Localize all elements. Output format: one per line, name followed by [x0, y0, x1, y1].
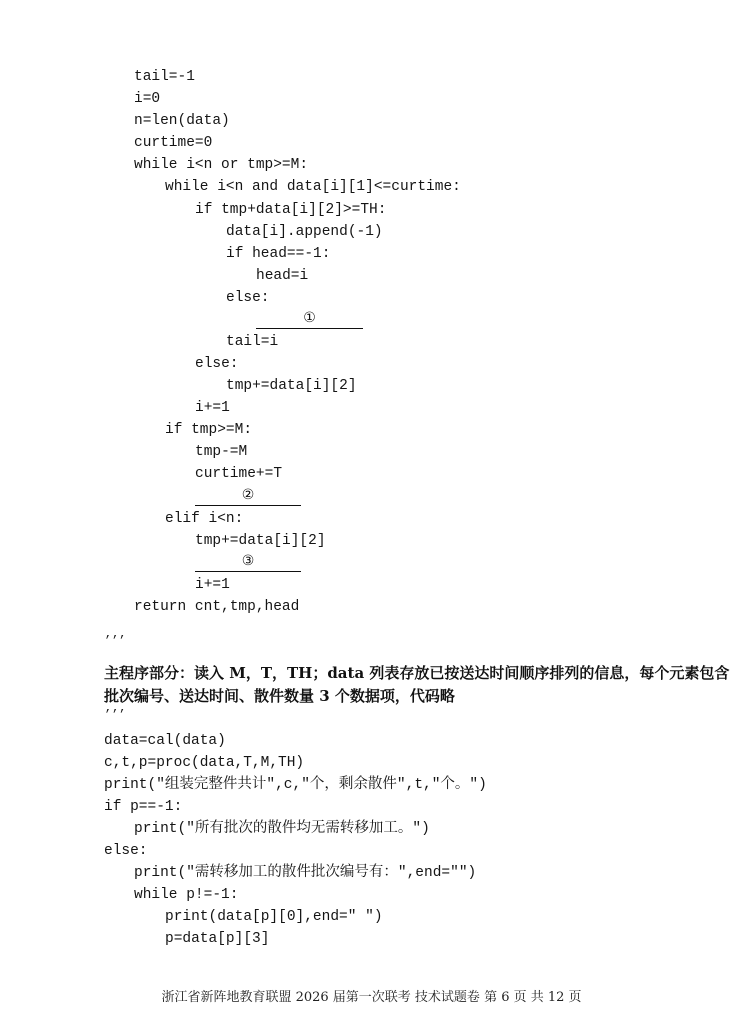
code-line: if tmp>=M: [165, 422, 253, 438]
main-description-line-2: 批次编号、送达时间、散件数量 3 个数据项，代码略 [104, 687, 455, 705]
code-line: else: [226, 290, 270, 306]
code-line: i+=1 [195, 400, 230, 416]
code-line: if head==-1: [226, 246, 331, 262]
code-line: elif i<n: [165, 511, 244, 527]
code-line: i+=1 [195, 577, 230, 593]
code-line: while i<n or tmp>=M: [134, 157, 309, 173]
code-line: while i<n and data[i][1]<=curtime: [165, 179, 461, 195]
code-line: else: [195, 356, 239, 372]
docstring-open: ’’’ [104, 634, 126, 648]
code-line: print("需转移加工的散件批次编号有：",end="") [134, 865, 477, 881]
code-line: print("所有批次的散件均无需转移加工。") [134, 821, 430, 837]
code-line: while p!=-1: [134, 887, 239, 903]
fill-blank-3[interactable]: ③ [195, 553, 301, 572]
docstring-close: ’’’ [104, 708, 126, 722]
code-line: print(data[p][0],end=" ") [165, 909, 383, 925]
code-line: tmp+=data[i][2] [226, 378, 357, 394]
code-line: n=len(data) [134, 113, 230, 129]
code-line: tail=i [226, 334, 279, 350]
code-line: head=i [256, 268, 309, 284]
fill-blank-2[interactable]: ② [195, 487, 301, 506]
code-line: print("组装完整件共计",c,"个，剩余散件",t,"个。") [104, 777, 487, 793]
code-line: tmp+=data[i][2] [195, 533, 326, 549]
code-line: if p==-1: [104, 799, 183, 815]
code-line: if tmp+data[i][2]>=TH: [195, 202, 387, 218]
code-line: data=cal(data) [104, 733, 226, 749]
code-line: curtime+=T [195, 466, 283, 482]
code-line: c,t,p=proc(data,T,M,TH) [104, 755, 305, 771]
code-line: tail=-1 [134, 69, 195, 85]
code-line: tmp-=M [195, 444, 248, 460]
main-description-line-1: 主程序部分：读入 M，T，TH；data 列表存放已按送达时间顺序排列的信息，每个元素包含 [104, 664, 730, 682]
code-line: else: [104, 843, 148, 859]
page-footer: 浙江省新阵地教育联盟 2026 届第一次联考 技术试题卷 第 6 页 共 12 页 [161, 990, 582, 1005]
fill-blank-1[interactable]: ① [256, 310, 363, 329]
code-line: data[i].append(-1) [226, 224, 383, 240]
code-line: i=0 [134, 91, 161, 107]
code-line: curtime=0 [134, 135, 213, 151]
code-line: return cnt,tmp,head [134, 599, 300, 615]
code-line: p=data[p][3] [165, 931, 270, 947]
